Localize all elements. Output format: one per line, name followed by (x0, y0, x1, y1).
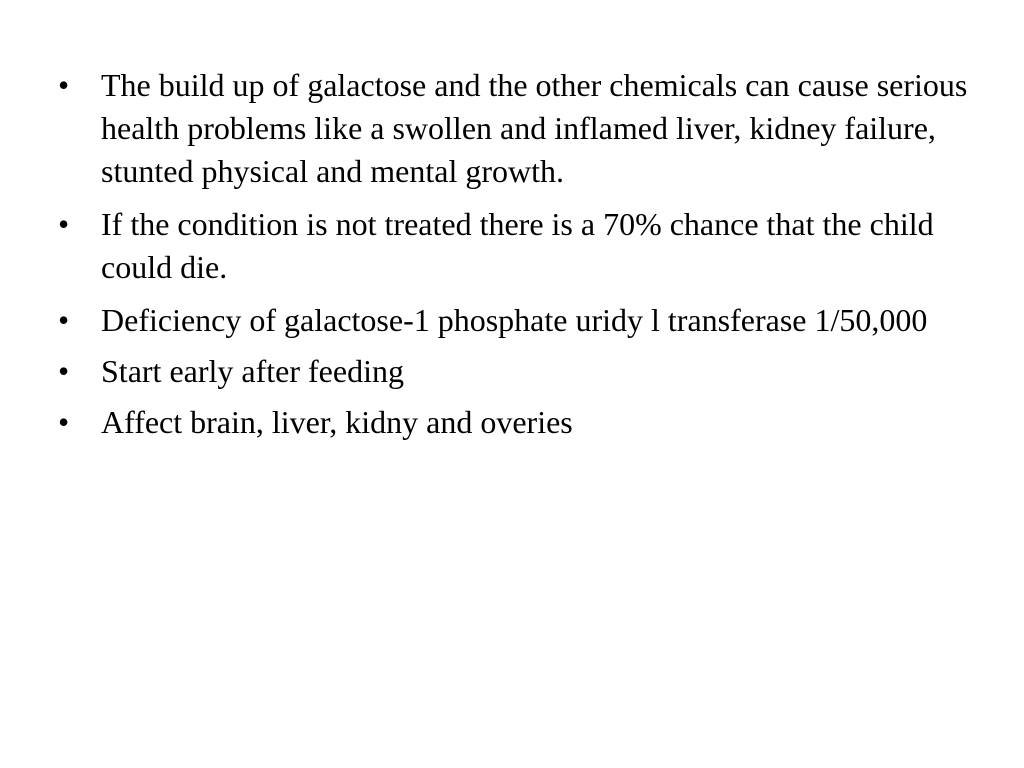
bullet-text: If the condition is not treated there is a 70% chance that the child could die. (101, 206, 934, 285)
bullet-icon: • (58, 353, 70, 389)
bullet-item-untreated-risk (58, 203, 988, 289)
bullet-text: Start early after feeding (101, 353, 404, 389)
bullet-item-enzyme-deficiency (58, 299, 988, 342)
bullet-list (58, 64, 988, 452)
bullet-icon: • (58, 404, 70, 440)
bullet-text: Deficiency of galactose-1 phosphate uridy l transferase 1/50,000 (101, 302, 928, 338)
bullet-item-affected-organs (58, 401, 988, 444)
bullet-item-onset (58, 350, 988, 393)
bullet-icon: • (58, 206, 70, 242)
bullet-icon: • (58, 67, 70, 103)
bullet-text: Affect brain, liver, kidny and overies (101, 404, 573, 440)
bullet-text: The build up of galactose and the other chemicals can cause serious health problems like a swollen and inflamed liver, kidney failure, stunted physical and mental growth. (101, 67, 968, 189)
bullet-icon: • (58, 302, 70, 338)
bullet-item-galactose-buildup (58, 64, 988, 193)
